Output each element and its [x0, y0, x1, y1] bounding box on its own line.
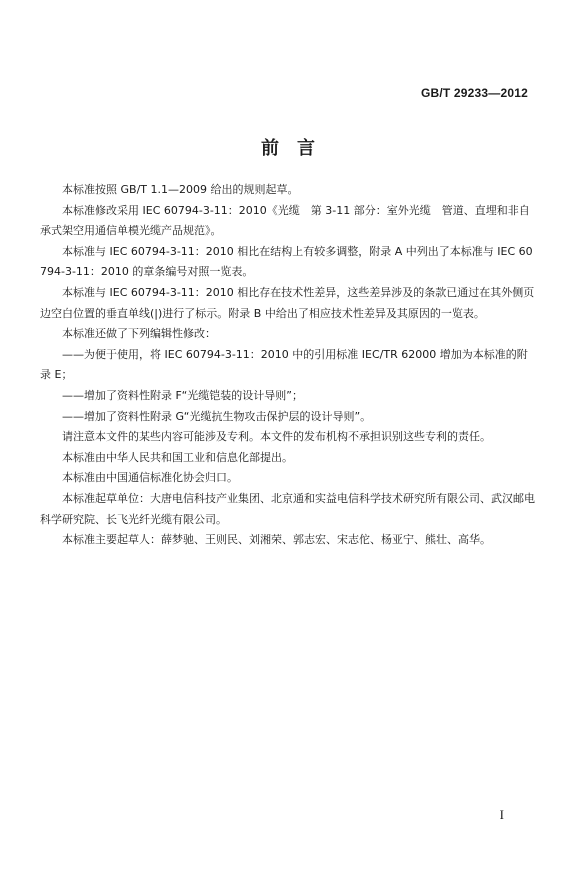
paragraph-patent-notice: 请注意本文件的某些内容可能涉及专利。本文件的发布机构不承担识别这些专利的责任。	[62, 430, 491, 444]
standard-code: GB/T 29233—2012	[420, 86, 528, 100]
page-title: 前言	[261, 138, 333, 159]
list-item-annex-e: ——为便于使用，将 IEC 60794-3-11：2010 中的引用标准 IEC/TR 62000 增加为本标准的附录 E；	[40, 347, 528, 382]
paragraph-editorial-changes: 本标准还做了下列编辑性修改：	[62, 327, 216, 341]
page-number: I	[499, 807, 504, 822]
paragraph-technical-differences: 本标准与 IEC 60794-3-11：2010 相比存在技术性差异，这些差异涉及的条款已通过在其外侧页边空白位置的垂直单线(|)进行了标示。附录 B 中给出了相应技术性差异及其原因的一览表。	[40, 285, 535, 320]
paragraph-structure-changes: 本标准与 IEC 60794-3-11：2010 相比在结构上有较多调整，附录 A 中列出了本标准与 IEC 60794-3-11：2010 的章条编号对照一览表。	[40, 244, 533, 279]
paragraph-drafters: 本标准主要起草人：薛梦驰、王则民、刘湘荣、郭志宏、宋志佗、杨亚宁、熊壮、高华。	[62, 533, 491, 547]
list-item-annex-g: ——增加了资料性附录 G“光缆抗生物攻击保护层的设计导则”。	[62, 409, 372, 423]
paragraph-drafting-rules: 本标准按照 GB/T 1.1—2009 给出的规则起草。	[62, 183, 299, 196]
paragraph-adoption: 本标准修改采用 IEC 60794-3-11：2010《光缆 第 3-11 部分：室外光缆 管道、直埋和非自承式架空用通信单模光缆产品规范》。	[40, 203, 530, 238]
document-body	[40, 180, 536, 551]
paragraph-drafting-units: 本标准起草单位：大唐电信科技产业集团、北京通和实益电信科学技术研究所有限公司、武汉邮电科学研究院、长飞光纤光缆有限公司。	[40, 491, 535, 526]
list-item-annex-f: ——增加了资料性附录 F“光缆铠装的设计导则”；	[62, 388, 303, 402]
paragraph-proposed-by: 本标准由中华人民共和国工业和信息化部提出。	[62, 450, 293, 464]
paragraph-centralized-by: 本标准由中国通信标准化协会归口。	[62, 471, 238, 485]
